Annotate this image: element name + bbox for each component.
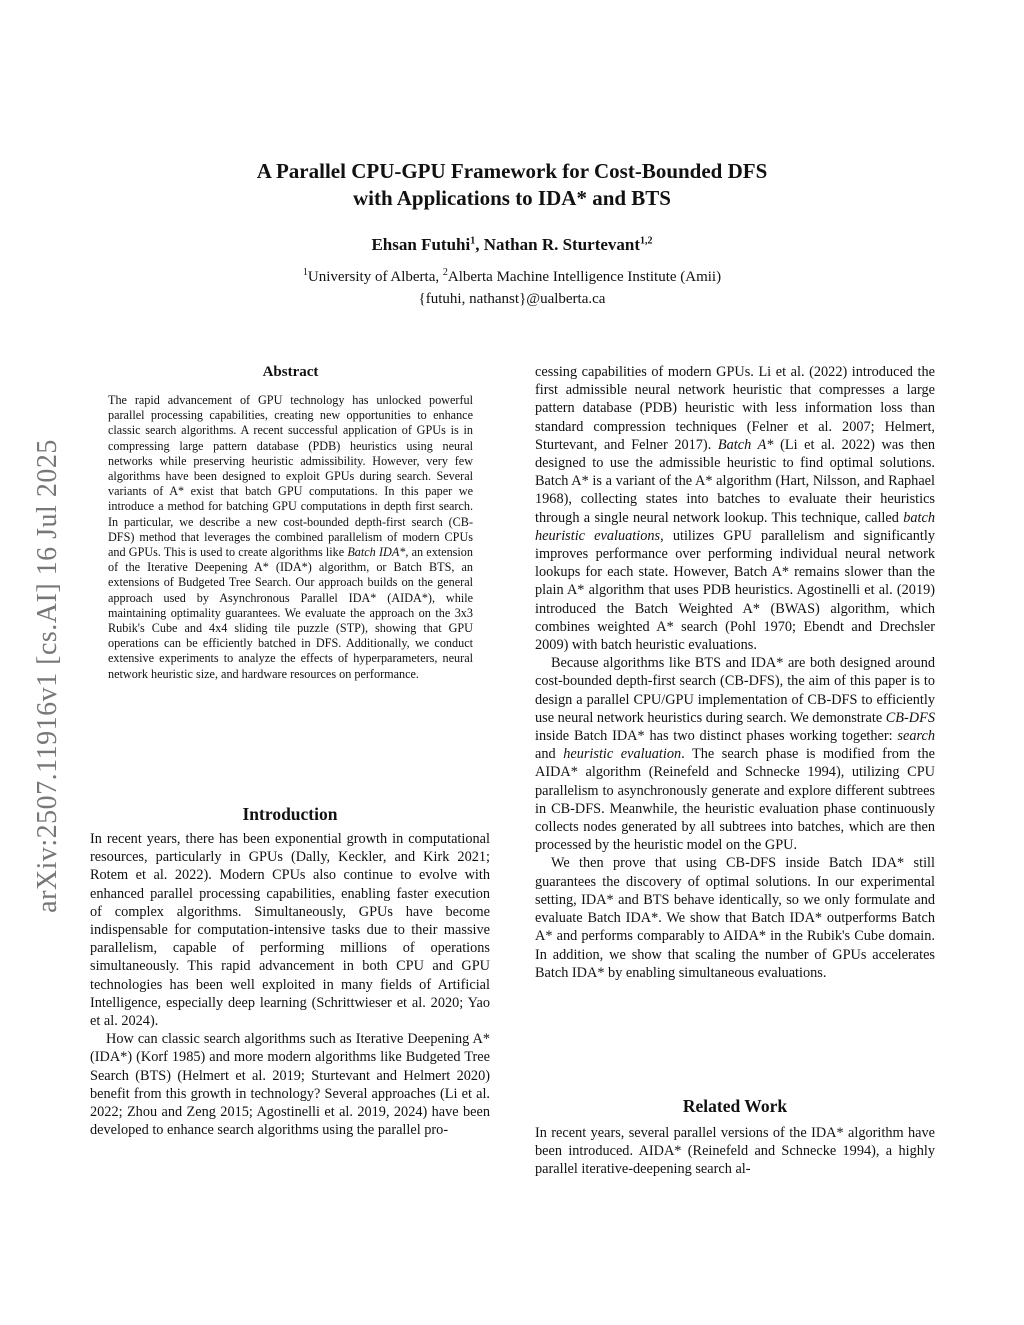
author-2-name: Nathan R. Sturtevant <box>483 235 641 254</box>
rp2-emphasis-1: CB-DFS <box>885 709 935 726</box>
author-1-affil-mark: 1 <box>470 235 476 247</box>
intro-paragraph-1: In recent years, there has been exponential growth in computational resources, particularly in GPUs (Dally, Keckler, and Kirk 2021; Rotem et al. 2022). Modern CPUs also continue to evolve with enhanced parallel processing capabilities, enabling faster execution of complex algorithms. Simultaneously, GPUs have become indispensable for computation-intensive tasks due to their massive parallelism, capable of performing millions of operations simultaneously. This rapid advancement in both CPU and GPU technologies has been well exploited in many fields of Artificial Intelligence, especially deep learning (Schrittwieser et al. 2020; Yao et al. 2024). <box>90 831 490 1030</box>
rp2-text-c: and <box>535 746 564 763</box>
intro-paragraph-2: How can classic search algorithms such as Iterative Deepening A* (IDA*) (Korf 1985) and more modern algorithms like Budgeted Tree Search (BTS) (Helmert et al. 2019; Sturtevant and Helmert 2020) benefit from this growth in technology? Several approaches (Li et al. 2022; Zhou and Zeng 2015; Agostinelli et al. 2019, 2024) have been developed to enhance search algorithms using the parallel pro- <box>90 1031 490 1139</box>
affil-2-name: Alberta Machine Intelligence Institute (Amii) <box>447 269 722 285</box>
right-column-body <box>535 363 935 982</box>
rp1-text-b: (Li et al. 2022) was then designed to use the admissible heuristic to find optimal solutions. Batch A* is a variant of the A* algorithm (Hart, Nilsson, and Raphael 1968), collecting states into batches to evaluate their heuristics through a single neural network lookup. This technique, called <box>535 436 936 526</box>
rp1-text-a: cessing capabilities of modern GPUs. Li et al. (2022) introduced the first admissible neural network heuristic that compresses a large pattern database (PDB) heuristic with less information loss than standard compression techniques (Felner et al. 2007; Helmert, Sturtevant, and Felner 2017). <box>535 364 935 453</box>
affil-2-mark: 2 <box>442 267 448 278</box>
abstract-text-1: The rapid advancement of GPU technology has unlocked powerful parallel processing capabilities, creating new opportunities to enhance classic search algorithms. A recent successful application of GPUs is in compressing large pattern database (PDB) heuristics using neural networks while preserving heuristic admissibility. However, very few algorithms have been designed to exploit GPUs during search. Several variants of A* exist that batch GPU computations. In this paper we introduce a method for batching GPU computations in depth first search. In particular, we describe a new cost-bounded depth-first search (CB-DFS) method that leverages the combined parallelism of modern CPUs and GPUs. This is used to create algorithms like <box>108 393 473 560</box>
right-paragraph-2 <box>535 654 935 854</box>
abstract-body <box>108 393 473 682</box>
rp2-text-a: Because algorithms like BTS and IDA* are both designed around cost-bounded depth-first search (CB-DFS), the aim of this paper is to design a parallel CPU/GPU implementation of CB-DFS to efficiently use neural network heuristics during search. We demonstrate <box>535 655 935 726</box>
related-paragraph-1: In recent years, several parallel versions of the IDA* algorithm have been introduced. AIDA* (Reinefeld and Schnecke 1994), a highly parallel iterative-deepening search al- <box>535 1125 935 1178</box>
rp2-emphasis-3: heuristic evaluation <box>563 746 682 763</box>
abstract-emphasis: Batch IDA* <box>347 545 406 560</box>
author-separator: , <box>475 235 484 254</box>
rp2-text-b: inside Batch IDA* has two distinct phases working together: <box>535 728 898 745</box>
title-line-1: A Parallel CPU-GPU Framework for Cost-Bounded DFS <box>256 159 768 183</box>
author-1-name: Ehsan Futuhi <box>371 235 471 254</box>
affil-1-mark: 1 <box>302 267 308 278</box>
rp2-emphasis-2: search <box>897 728 935 745</box>
introduction-heading: Introduction <box>242 804 338 824</box>
related-work-heading: Related Work <box>682 1096 788 1116</box>
affiliations <box>0 266 1024 310</box>
affiliation-line <box>0 266 1024 288</box>
abstract-text-2: , an extension of the Iterative Deepening A* (IDA*) algorithm, or Batch BTS, an extensions of Budgeted Tree Search. Our approach builds on the general approach used by Asynchronous Parallel IDA* (AIDA*), while maintaining optimality guarantees. We evaluate the approach on the 3x3 Rubik's Cube and 4x4 sliding tile puzzle (STP), showing that GPU operations can be efficiently batched in DFS. Additionally, we conduct extensive experiments to analyze the effects of hyperparameters, neural network heuristic size, and hardware resources on performance. <box>108 545 473 681</box>
rp2-text-d: . The search phase is modified from the AIDA* algorithm (Reinefeld and Schnecke 1994), utilizing CPU parallelism to asynchronously generate and explore different subtrees in CB-DFS. Meanwhile, the heuristic evaluation phase continuously collects nodes generated by all subtrees into batches, which are then processed by the heuristic model on the GPU. <box>535 746 935 854</box>
title-line-2: with Applications to IDA* and BTS <box>352 186 671 210</box>
right-paragraph-3: We then prove that using CB-DFS inside Batch IDA* still guarantees the discovery of optimal solutions. In our experimental setting, IDA* and BTS behave identically, so we only formulate and evaluate Batch IDA*. We show that Batch IDA* outperforms Batch A* and performs comparably to AIDA* in the Rubik's Cube domain. In addition, we show that scaling the number of GPUs accelerates Batch IDA* by enabling simultaneous evaluations. <box>535 855 935 981</box>
rp1-emphasis-1: Batch A* <box>717 436 774 453</box>
abstract-heading: Abstract <box>262 364 319 380</box>
related-work-body <box>535 1124 935 1179</box>
author-emails: {futuhi, nathanst}@ualberta.ca <box>418 291 606 307</box>
rp1-text-c: , utilizes GPU parallelism and significantly improves performance over performing individual neural network lookups for each state. However, Batch A* remains slower than the plain A* algorithm that uses PDB heuristics. Agostinelli et al. (2019) introduced the Batch Weighted A* (BWAS) algorithm, which combines weighted A* search (Pohl 1970; Ebendt and Drechsler 2009) with batch heuristic evaluations. <box>535 527 935 654</box>
affil-1-name: University of Alberta, <box>307 269 443 285</box>
introduction-body <box>90 830 490 1139</box>
arxiv-watermark: arXiv:2507.11916v1 [cs.AI] 16 Jul 2025 <box>32 439 63 913</box>
author-2-affil-mark: 1,2 <box>640 235 653 247</box>
paper-title <box>0 158 1024 212</box>
author-list <box>0 235 1024 255</box>
right-paragraph-1 <box>535 363 935 654</box>
rp1-emphasis-2: batch heuristic evaluations <box>535 509 935 544</box>
